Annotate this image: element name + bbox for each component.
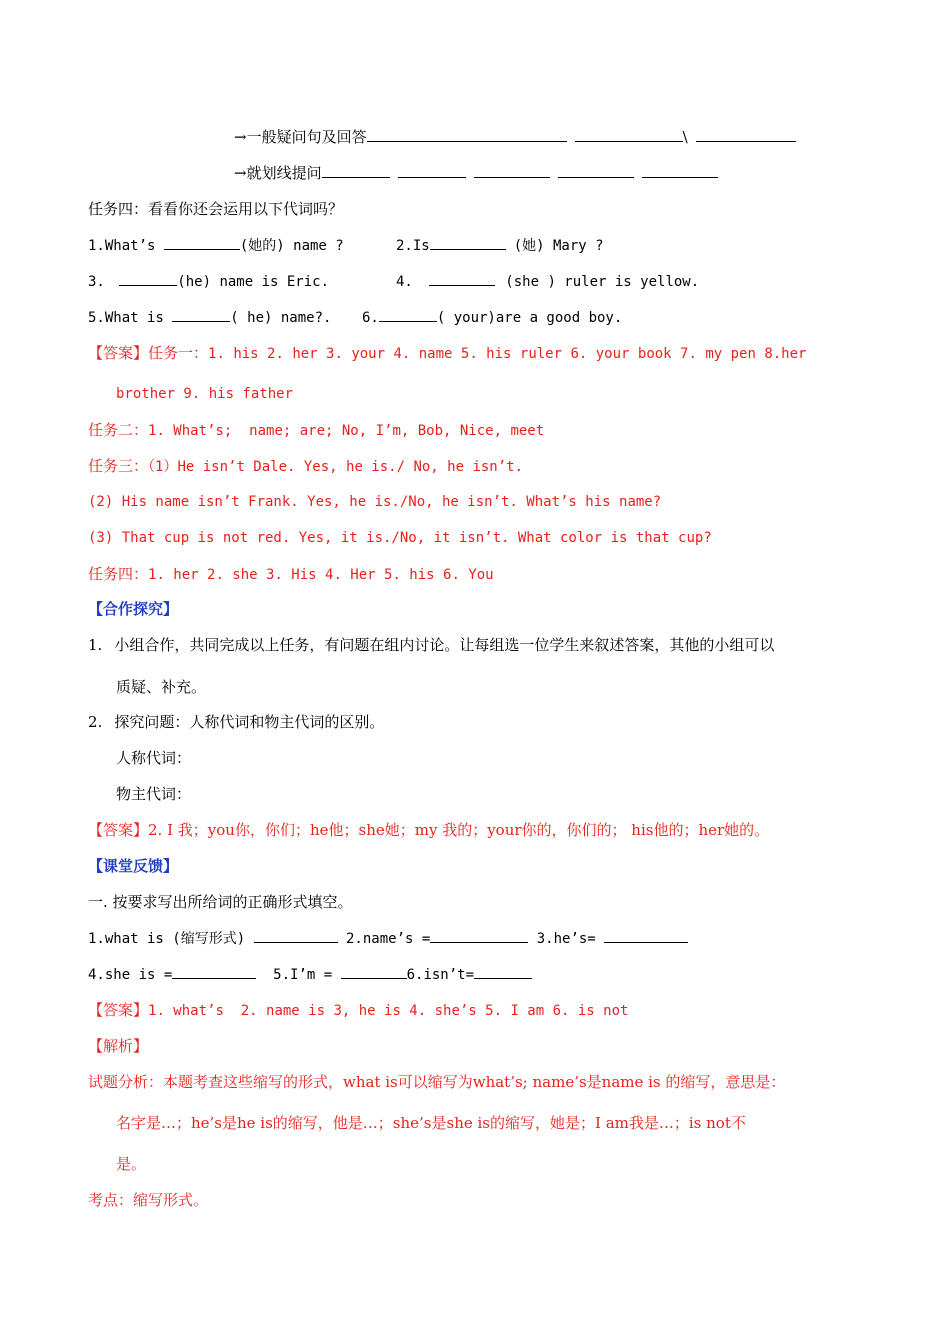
- f1-text: 1.what is (缩写形式): [88, 931, 254, 947]
- cooperation-heading: 【合作探究】: [88, 600, 179, 618]
- feedback-line-2: [88, 964, 532, 985]
- question-3: [88, 271, 329, 292]
- item-text: 探究问题：人称代词和物主代词的区别。: [114, 713, 385, 731]
- answer-tag: 【答案】: [88, 821, 149, 839]
- blank: [474, 163, 550, 178]
- answer-text: 1. What’s; name; are; No, I’m, Bob, Nice, meet: [148, 423, 545, 439]
- question-5: [88, 307, 331, 328]
- cooperation-item-1-cont: 质疑、补充。: [116, 678, 207, 696]
- q5-text-end: ( he) name?.: [230, 310, 332, 326]
- answer-task3: [88, 456, 523, 477]
- answer-task2: [88, 420, 544, 441]
- answer-text: 1. what’s 2. name is 3, he is 4. she’s 5. I am 6. is not: [148, 1003, 629, 1019]
- wh-question-line: [234, 163, 718, 183]
- task-label: 任务三：: [88, 457, 149, 475]
- f6-text: 6.isn’t=: [406, 967, 475, 983]
- analysis-line-3: 是。: [116, 1155, 147, 1173]
- feedback-heading: 【课堂反馈】: [88, 857, 179, 875]
- q6-text: 6.: [362, 310, 379, 326]
- blank: [322, 163, 390, 178]
- q2-text: 2.Is: [396, 238, 430, 254]
- answer-task3-line2: (2) His name isn’t Frank. Yes, he is./No, he isn’t. What’s his name?: [88, 494, 662, 510]
- blank: [119, 271, 177, 286]
- blank: [604, 928, 688, 943]
- wh-question-label: →就划线提问: [234, 164, 322, 182]
- blank: [164, 235, 240, 250]
- q4-text: 4.: [396, 274, 422, 290]
- answer-task1: [88, 343, 806, 364]
- task-label: 任务一：: [148, 344, 209, 362]
- f3-text: 3.he’s=: [528, 931, 605, 947]
- blank: [430, 928, 528, 943]
- q1-text-end: (她的) name ?: [239, 238, 344, 254]
- answer-text: 1. his 2. her 3. your 4. name 5. his ruler 6. your book 7. my pen 8.her: [208, 346, 807, 362]
- feedback-part1: 一. 按要求写出所给词的正确形式填空。: [88, 893, 353, 911]
- blank: [341, 964, 407, 979]
- blank: [254, 928, 338, 943]
- task-label: 任务四：: [88, 565, 149, 583]
- question-6: [362, 307, 622, 328]
- q6-text-end: ( your)are a good boy.: [436, 310, 623, 326]
- question-2: [396, 235, 604, 256]
- analysis-line-2: 名字是…；he’s是he is的缩写，他是…；she’s是she is的缩写，她是；I am我是…；is not不: [116, 1114, 746, 1132]
- question-1: [88, 235, 344, 256]
- task-label: 任务二：: [88, 421, 149, 439]
- task4-title: 任务四：看看你还会运用以下代词吗？: [88, 200, 344, 218]
- blank: [172, 307, 230, 322]
- answer-task1-cont: brother 9. his father: [116, 386, 294, 402]
- cooperation-item-2: [88, 712, 384, 732]
- answer-task4: [88, 564, 494, 585]
- yes-no-label: →一般疑问句及回答: [234, 128, 367, 146]
- q5-text: 5.What is: [88, 310, 173, 326]
- blank: [367, 127, 567, 142]
- f2-text: 2.name’s =: [337, 931, 431, 947]
- cooperation-answer: [88, 820, 769, 840]
- exam-point: 考点：缩写形式。: [88, 1191, 209, 1209]
- blank: [172, 964, 256, 979]
- feedback-line-1: [88, 928, 688, 949]
- blank: [575, 127, 683, 142]
- answer-text: （1）He isn’t Dale. Yes, he is./ No, he isn’t.: [148, 459, 524, 475]
- blank: [558, 163, 634, 178]
- question-4: [396, 271, 699, 292]
- answer-tag: 【答案】: [88, 1001, 149, 1019]
- f5-text: 5.I’m =: [256, 967, 341, 983]
- item-text: 小组合作，共同完成以上任务，有问题在组内讨论。让每组选一位学生来叙述答案，其他的小组可以: [114, 636, 775, 654]
- q3-text-end: (he) name is Eric.: [177, 274, 330, 290]
- answer-text: 2. I 我；you你，你们；he他；she她；my 我的；your你的，你们的； his他的；her她的。: [148, 821, 770, 839]
- item-number: 2.: [88, 713, 103, 731]
- q3-text: 3.: [88, 274, 114, 290]
- item-number: 1.: [88, 636, 103, 654]
- blank: [430, 235, 506, 250]
- separator: \: [682, 128, 688, 146]
- blank: [429, 271, 495, 286]
- cooperation-item-1: [88, 635, 774, 655]
- yes-no-question-line: [234, 127, 796, 147]
- blank: [696, 127, 796, 142]
- blank: [379, 307, 437, 322]
- analysis-line-1: 试题分析：本题考查这些缩写的形式，what is可以缩写为what’s; name’s是name is 的缩写，意思是：: [88, 1073, 786, 1091]
- q4-text-end: (she ) ruler is yellow.: [505, 274, 700, 290]
- answer-text: 1. her 2. she 3. His 4. Her 5. his 6. You: [148, 567, 494, 583]
- blank: [474, 964, 532, 979]
- personal-pronoun-label: 人称代词：: [116, 749, 192, 767]
- blank: [642, 163, 718, 178]
- q1-text: 1.What’s: [88, 238, 164, 254]
- f4-text: 4.she is =: [88, 967, 173, 983]
- analysis-tag: 【解析】: [88, 1037, 149, 1055]
- feedback-answer: [88, 1000, 628, 1021]
- blank: [398, 163, 466, 178]
- q2-text-end: (她) Mary ?: [513, 238, 604, 254]
- answer-task3-line3: (3) That cup is not red. Yes, it is./No, it isn’t. What color is that cup?: [88, 530, 712, 546]
- answer-tag: 【答案】: [88, 344, 149, 362]
- possessive-pronoun-label: 物主代词：: [116, 785, 192, 803]
